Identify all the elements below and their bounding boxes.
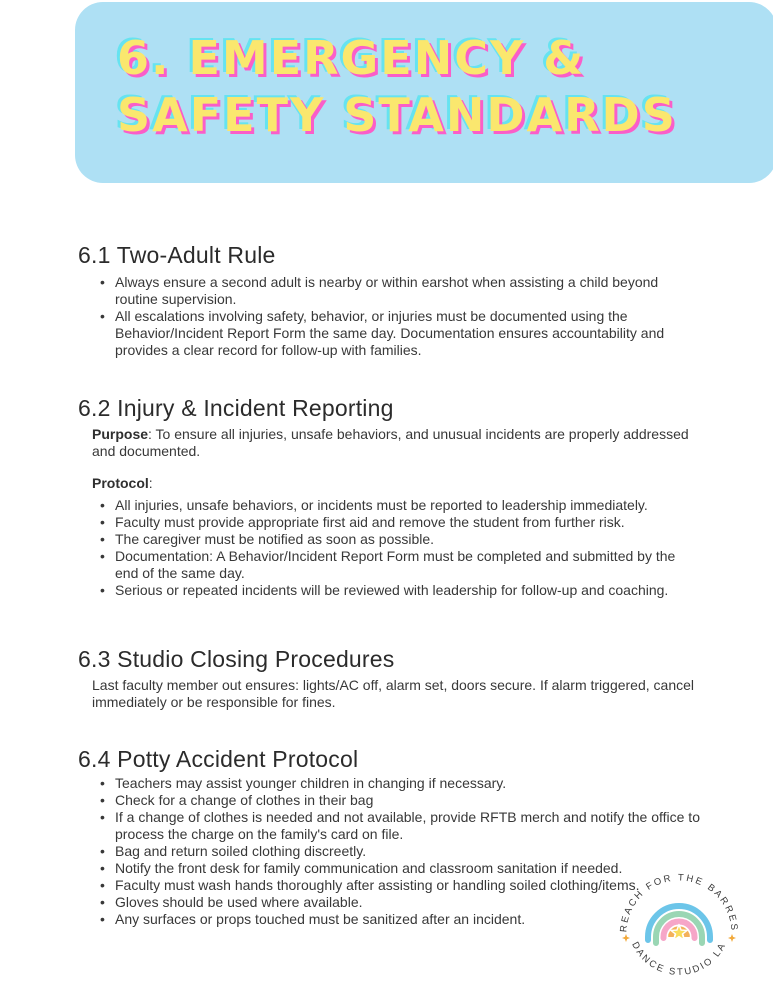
page-title-line2: SAFETY STANDARDS xyxy=(117,88,677,142)
protocol-label: Protocol xyxy=(92,475,149,491)
page-title-line1: 6. EMERGENCY & xyxy=(117,31,586,85)
list-item: • Faculty must wash hands thoroughly after assisting or handling soiled clothing/items. xyxy=(100,877,700,894)
logo-arc-bottom xyxy=(629,940,729,978)
purpose-paragraph xyxy=(78,426,700,460)
list-item: • Check for a change of clothes in their bag xyxy=(100,792,700,809)
star-icon xyxy=(671,925,687,940)
list-item: • Notify the front desk for family communication and classroom sanitation if needed. xyxy=(100,860,700,877)
list-item: • The caregiver must be notified as soon as possible. xyxy=(100,531,700,548)
protocol-colon: : xyxy=(148,475,153,491)
studio-logo xyxy=(617,862,741,986)
list-item: • Documentation: A Behavior/Incident Report Form must be completed and submitted by the end of the same day. xyxy=(100,548,700,582)
list-item: • All injuries, unsafe behaviors, or incidents must be reported to leadership immediately. xyxy=(100,497,700,514)
list-item: • Bag and return soiled clothing discreetly. xyxy=(100,843,700,860)
section-6-4-list xyxy=(78,775,700,928)
purpose-label: Purpose xyxy=(92,426,149,442)
list-item: • Teachers may assist younger children in changing if necessary. xyxy=(100,775,700,792)
list-item: • Always ensure a second adult is nearby or within earshot when assisting a child beyond routine supervision. xyxy=(100,274,700,308)
section-6-1-list xyxy=(78,274,700,359)
section-heading-6-1: 6.1 Two-Adult Rule xyxy=(78,242,276,268)
logo-arc-bottom-text: DANCE STUDIO LA xyxy=(629,940,729,979)
content-column xyxy=(78,0,700,928)
sparkle-icon xyxy=(728,934,736,942)
logo-arc-top-text: REACH FOR THE BARRES xyxy=(618,872,740,933)
list-item: • Faculty must provide appropriate first aid and remove the student from further risk. xyxy=(100,514,700,531)
section-heading-6-3: 6.3 Studio Closing Procedures xyxy=(78,646,395,672)
protocol-label-line xyxy=(78,475,700,492)
sparkle-icon xyxy=(622,934,630,942)
list-item: • Serious or repeated incidents will be reviewed with leadership for follow-up and coaching. xyxy=(100,582,700,599)
section-6-2-list xyxy=(78,497,700,599)
list-item: • If a change of clothes is needed and not available, provide RFTB merch and notify the office to process the charge on the family's card on file. xyxy=(100,809,700,843)
list-item: • Gloves should be used where available. xyxy=(100,894,700,911)
purpose-text: : To ensure all injuries, unsafe behaviors, and unusual incidents are properly addressed and documented. xyxy=(92,426,689,459)
section-heading-6-4: 6.4 Potty Accident Protocol xyxy=(78,746,359,772)
section-6-3-body: Last faculty member out ensures: lights/AC off, alarm set, doors secure. If alarm triggered, cancel immediately or be responsible for fines. xyxy=(92,677,695,710)
list-item: • All escalations involving safety, behavior, or injuries must be documented using the Behavior/Incident Report Form the same day. Documentation ensures accountability and provides a clear record for follow-up with families. xyxy=(100,308,700,359)
list-item: • Any surfaces or props touched must be sanitized after an incident. xyxy=(100,911,700,928)
section-heading-6-2: 6.2 Injury & Incident Reporting xyxy=(78,395,394,421)
